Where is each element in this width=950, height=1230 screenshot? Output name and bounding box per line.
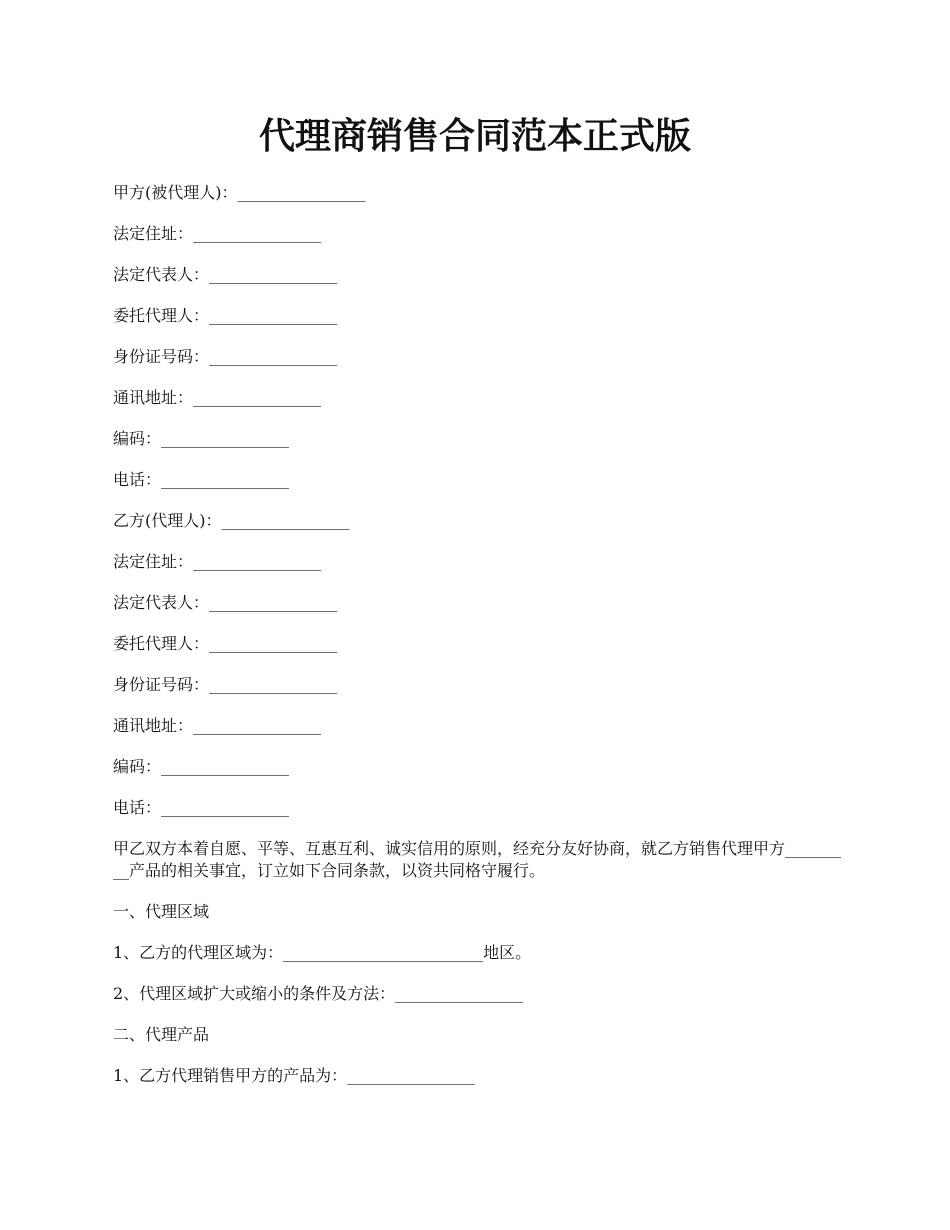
party-b-heading: 乙方(代理人)：________________ (113, 511, 350, 530)
party-b-id-number: 身份证号码：________________ (113, 675, 338, 694)
section-2-heading: 二、代理产品 (113, 1025, 210, 1044)
section-1-item-1: 1、乙方的代理区域为：_________________________地区。 (113, 943, 532, 962)
section-1-item-2: 2、代理区域扩大或缩小的条件及方法：________________ (113, 984, 524, 1003)
party-b-address: 法定住址：________________ (113, 552, 322, 571)
intro-paragraph: 甲乙双方本着自愿、平等、互惠互利、诚实信用的原则，经充分友好协商，就乙方销售代理甲方_________产品的相关事宜，订立如下合同条款，以资共同格守履行。 (113, 839, 842, 880)
section-2-item-1: 1、乙方代理销售甲方的产品为：________________ (113, 1066, 476, 1085)
party-a-postcode: 编码：________________ (113, 429, 290, 448)
party-a-address: 法定住址：________________ (113, 224, 322, 243)
party-b-legal-rep: 法定代表人：________________ (113, 593, 338, 612)
document-title: 代理商销售合同范本正式版 (258, 115, 691, 157)
party-b-phone: 电话：________________ (113, 798, 290, 817)
party-a-legal-rep: 法定代表人：________________ (113, 265, 338, 284)
party-b-mail-address: 通讯地址：________________ (113, 716, 322, 735)
document-body (113, 182, 843, 1106)
party-a-mail-address: 通讯地址：________________ (113, 388, 322, 407)
party-b-postcode: 编码：________________ (113, 757, 290, 776)
party-b-agent: 委托代理人：________________ (113, 634, 338, 653)
party-a-heading: 甲方(被代理人)：________________ (113, 183, 366, 202)
section-1-heading: 一、代理区域 (113, 902, 210, 921)
party-a-agent: 委托代理人：________________ (113, 306, 338, 325)
party-a-id-number: 身份证号码：________________ (113, 347, 338, 366)
party-a-phone: 电话：________________ (113, 470, 290, 489)
